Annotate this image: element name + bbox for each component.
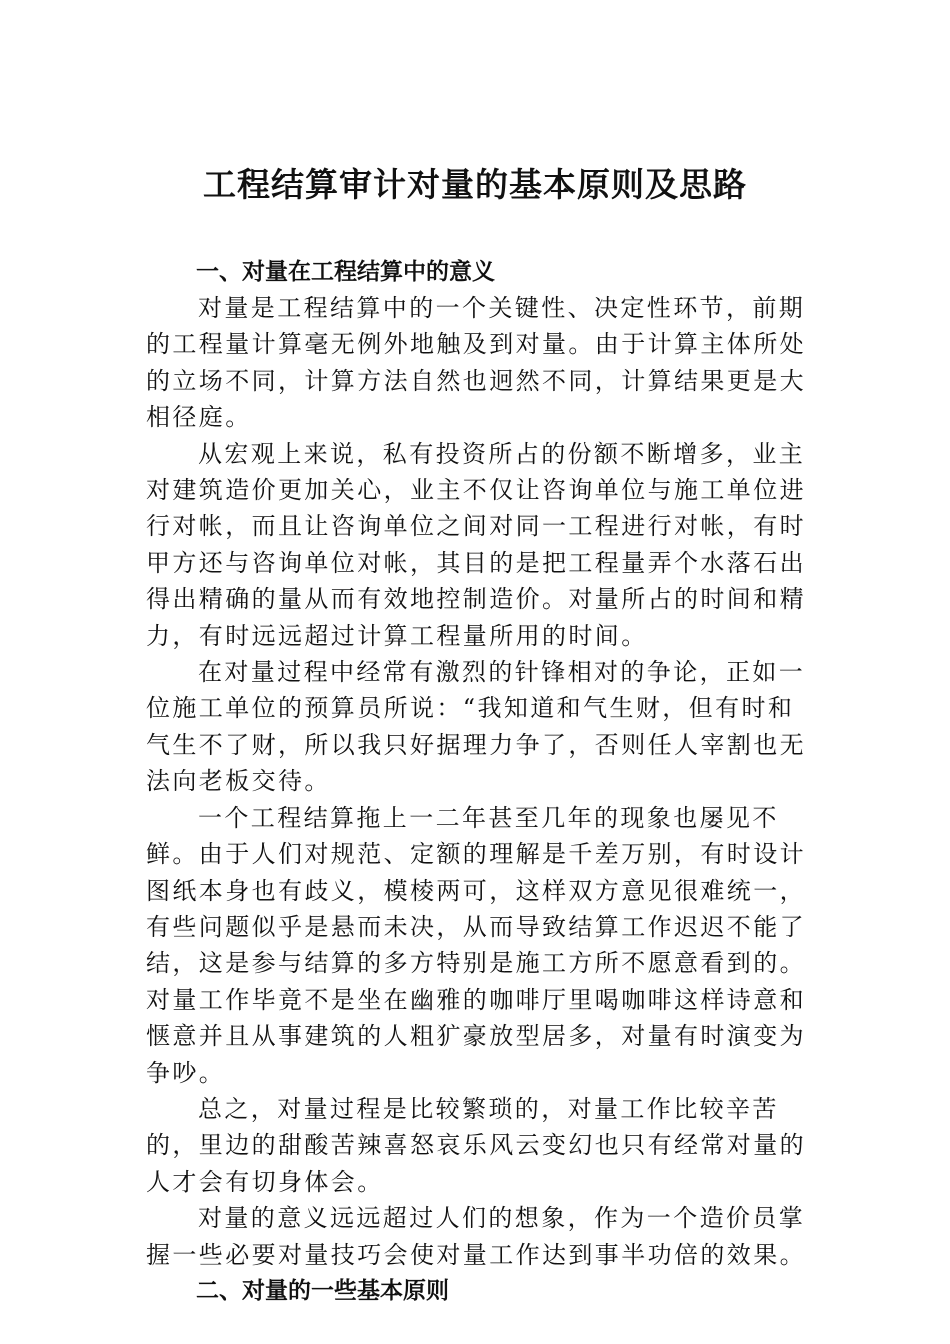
- paragraph: 从宏观上来说，私有投资所占的份额不断增多，业主对建筑造价更加关心，业主不仅让咨询单位与施工单位进行对帐，而且让咨询单位之间对同一工程进行对帐，有时甲方还与咨询单位对帐，其目的是把工程量弄个水落石出得出精确的量从而有效地控制造价。对量所占的时间和精力，有时远远超过计算工程量所用的时间。: [146, 439, 806, 650]
- document-body: [146, 254, 816, 1309]
- document-title: 工程结算审计对量的基本原则及思路: [203, 165, 747, 204]
- paragraph: 对量是工程结算中的一个关键性、决定性环节，前期的工程量计算毫无例外地触及到对量。由于计算主体所处的立场不同，计算方法自然也迥然不同，计算结果更是大相径庭。: [146, 294, 806, 432]
- paragraph: 在对量过程中经常有激烈的针锋相对的争论，正如一位施工单位的预算员所说：“我知道和气生财，但有时和气生不了财，所以我只好据理力争了，否则任人宰割也无法向老板交待。: [146, 658, 806, 796]
- paragraph: 一个工程结算拖上一二年甚至几年的现象也屡见不鲜。由于人们对规范、定额的理解是千差万别，有时设计图纸本身也有歧义，模棱两可，这样双方意见很难统一，有些问题似乎是悬而未决，从而导致结算工作迟迟不能了结，这是参与结算的多方特别是施工方所不愿意看到的。对量工作毕竟不是坐在幽雅的咖啡厅里喝咖啡这样诗意和惬意并且从事建筑的人粗犷豪放型居多，对量有时演变为争吵。: [146, 803, 806, 1087]
- paragraph: 总之，对量过程是比较繁琐的，对量工作比较辛苦的，里边的甜酸苦辣喜怒哀乐风云变幻也只有经常对量的人才会有切身体会。: [146, 1094, 806, 1196]
- section-heading-1: 一、对量在工程结算中的意义: [196, 259, 495, 285]
- paragraph: 对量的意义远远超过人们的想象，作为一个造价员掌握一些必要对量技巧会使对量工作达到事半功倍的效果。: [146, 1204, 806, 1269]
- section-heading-2: 二、对量的一些基本原则: [196, 1277, 449, 1304]
